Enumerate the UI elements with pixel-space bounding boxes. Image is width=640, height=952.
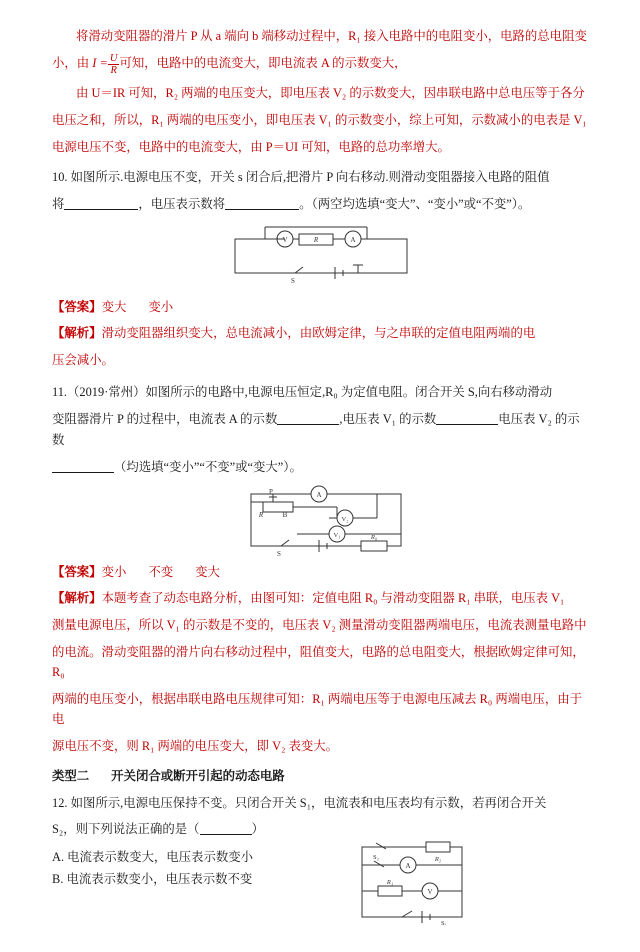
top-para-2-pre: 小，由 — [52, 56, 93, 71]
q11-ammeter-label: A — [316, 490, 322, 499]
q10-blank-1[interactable] — [64, 197, 138, 210]
top-para-3a: 由 U＝IR 可知，R₂ 两端的电压变大，即电压表 V₂ 的示数变大，因串联电路中总电压等于各分 — [76, 86, 585, 101]
q12-line-2 — [52, 819, 592, 840]
top-para-3b: 电压之和，所以，R₁ 两端的电压变小，即电压表 V₁ 的示数变小，综上可知，示数减小的电表是 V₁ — [52, 113, 587, 128]
q12-answer-blank[interactable] — [200, 822, 252, 835]
q11-rheostat-b-label: B — [282, 510, 288, 519]
q11-explain-text-1: 本题考查了动态电路分析，由图可知：定值电阻 R₀ 与滑动变阻器 R₁ 串联，电压表 V₁ — [101, 590, 565, 605]
q10-answer-tag: 【答案】 — [52, 300, 102, 315]
q11-slider-p-label: P — [269, 487, 273, 496]
q10-explain-tag: 【解析】 — [52, 326, 102, 341]
q11-explain-tag: 【解析】 — [52, 590, 102, 605]
q11-explain-line-1 — [52, 588, 592, 608]
q11-circuit-svg — [227, 484, 417, 556]
q12-line-1: 12. 如图所示,电源电压保持不变。只闭合开关 S₁，电流表和电压表均有示数，若再闭合开关 — [52, 795, 547, 810]
q12-line-2-end: ） — [251, 822, 264, 837]
q10-circuit-figure — [52, 221, 592, 289]
q11-line-2c: 电压表 V₂ 的示数 — [52, 412, 580, 447]
top-explanation-block — [0, 0, 640, 157]
q11-answer-1: 变小 — [101, 564, 127, 579]
q11-line-1: 11.（2019·常州）如图所示的电路中,电源电压恒定,R₀ 为定值电阻。闭合开关 S,向右移动滑动 — [52, 385, 553, 400]
q12-voltmeter-label: V — [427, 887, 433, 896]
q10-circuit-svg — [217, 221, 427, 289]
q10-line-2b: ，电压表示数将 — [138, 197, 226, 212]
q11-answer-tag: 【答案】 — [52, 564, 102, 579]
q10-explain-line-2: 压会减小。 — [52, 353, 114, 368]
q11-explain-line-2: 测量电源电压，所以 V₁ 的示数是不变的，电压表 V₂ 测量滑动变阻器两端电压，电流表测量电路中 — [52, 617, 587, 632]
q10-ammeter-label: A — [350, 236, 356, 245]
top-para-3c: 电源电压不变，电路中的电流变大，由 P＝UI 可知，电路的总功率增大。 — [52, 140, 450, 155]
q10-line-1: 10. 如图所示.电源电压不变，开关 s 闭合后,把滑片 P 向右移动.则滑动变阻器接入电路的阻值 — [52, 170, 550, 185]
q11-line-3a: （均选填“变小”“不变”或“变大”）。 — [114, 459, 302, 474]
question-11-block — [0, 382, 640, 756]
q11-resistor-r0-label: R₀ — [370, 533, 378, 541]
q11-blank-1[interactable] — [277, 412, 339, 425]
q12-ammeter-label: A — [405, 861, 411, 870]
q11-explain-line-4: 两端的电压变小，根据串联电路电压规律可知：R₁ 两端电压等于电源电压减去 R₀ 两端电压，由于电 — [52, 692, 583, 727]
q11-switch-label: S — [277, 549, 281, 556]
q12-resistor-r1-label: R₁ — [386, 878, 394, 886]
q11-blank-3[interactable] — [52, 460, 114, 473]
q12-line-2-text: S₂，则下列说法正确的是（ — [52, 822, 200, 837]
fraction-numerator: U — [109, 53, 118, 65]
q10-voltmeter-label: V — [282, 236, 288, 245]
type-2-label: 类型二 — [52, 769, 90, 784]
q11-line-2 — [52, 409, 592, 451]
q12-switch-s2-label: S₂ — [373, 853, 379, 861]
q11-line-3 — [52, 457, 592, 478]
fraction-u-over-r — [108, 53, 120, 76]
question-10-block — [0, 167, 640, 370]
q11-line-2a: 变阻器滑片 P 的过程中，电流表 A 的示数 — [52, 412, 278, 427]
top-para-2-sym: I = — [92, 56, 108, 71]
fraction-denominator: R — [110, 65, 117, 77]
q12-switch-s1-label: S₁ — [441, 919, 447, 925]
q12-resistor-r2-label: R₂ — [434, 855, 442, 863]
q11-line-2b: ,电压表 V₁ 的示数 — [339, 412, 437, 427]
q10-explain-text-1: 滑动变阻器组织变大，总电流减小，由欧姆定律，与之串联的定值电阻两端的电 — [101, 326, 536, 341]
q11-explain-line-3: 的电流。滑动变阻器的滑片向右移动过程中，阻值变大，电路的总电阻变大，根据欧姆定律可知，R₀ — [52, 644, 585, 680]
q11-answer-2: 不变 — [148, 564, 174, 579]
q11-circuit-figure — [52, 484, 592, 556]
q10-line-2c: 。（两空均选填“变大”、“变小”或“不变”）。 — [299, 197, 531, 212]
q11-blank-2[interactable] — [436, 412, 498, 425]
q10-answer-2: 变小 — [148, 300, 174, 315]
q10-line-2a: 将 — [52, 197, 65, 212]
q10-line-2 — [52, 194, 592, 215]
q10-answer-1: 变大 — [101, 300, 127, 315]
type-2-heading — [52, 766, 592, 786]
q10-blank-2[interactable] — [225, 197, 299, 210]
top-para-2 — [52, 53, 592, 76]
q10-resistor-label: R — [313, 236, 319, 245]
q11-voltmeter-v1-label: V₁ — [333, 531, 341, 539]
q12-circuit-svg — [352, 839, 472, 925]
top-para-2-post: 可知，电路中的电流变大，即电流表 A 的示数变大， — [119, 56, 407, 71]
q10-switch-label: S — [291, 277, 295, 286]
type-2-section — [0, 766, 640, 786]
q11-rheostat-r-label: R — [258, 510, 264, 519]
q11-voltmeter-v2-label: V₂ — [341, 515, 349, 523]
top-para-1: 将滑动变阻器的滑片 P 从 a 端向 b 端移动过程中，R₁ 接入电路中的电阻变小，电路的总电阻变 — [76, 29, 587, 43]
q10-answer — [52, 297, 592, 317]
q12-option-b[interactable]: B. 电流表示数变小，电压表示数不变 — [52, 872, 253, 887]
q10-explain-line-1 — [52, 323, 592, 343]
question-12-block — [0, 793, 640, 925]
type-2-title: 开关闭合或断开引起的动态电路 — [111, 769, 285, 784]
q12-option-a[interactable]: A. 电流表示数变大，电压表示数变小 — [52, 850, 254, 865]
q11-answer-3: 变大 — [195, 564, 220, 579]
q11-answer — [52, 562, 592, 582]
q11-explain-line-5: 源电压不变，则 R₁ 两端的电压变大，即 V₂ 表变大。 — [52, 739, 339, 754]
